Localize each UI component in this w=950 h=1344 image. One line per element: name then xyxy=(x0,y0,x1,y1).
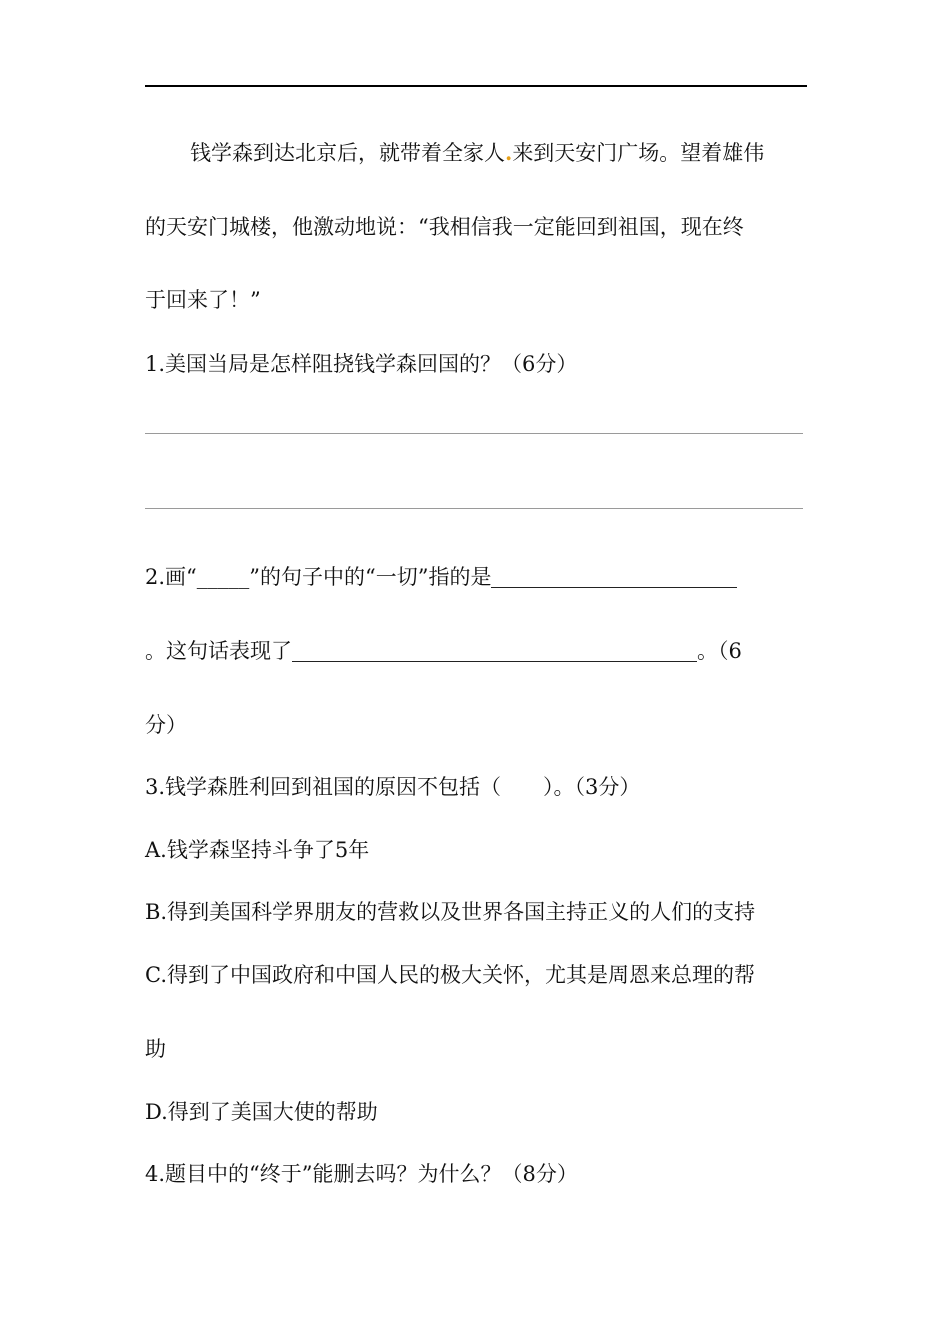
option-a: A.钱学森坚持斗争了5年 xyxy=(145,838,370,862)
question-1: 1.美国当局是怎样阻挠钱学森回国的？（6分） xyxy=(145,352,578,376)
question-2-score: 。（6 xyxy=(697,639,742,663)
option-b: B.得到美国科学界朋友的营救以及世界各国主持正义的人们的支持 xyxy=(145,900,756,924)
option-d: D.得到了美国大使的帮助 xyxy=(145,1100,378,1124)
question-2-line-1 xyxy=(145,563,737,591)
question-4: 4.题目中的“终于”能删去吗？为什么？（8分） xyxy=(145,1162,578,1186)
option-c-line-1: C.得到了中国政府和中国人民的极大关怀，尤其是周恩来总理的帮 xyxy=(145,963,755,987)
option-c-line-2: 助 xyxy=(145,1037,166,1061)
answer-blank-2[interactable] xyxy=(292,639,697,662)
emphasis-dot: . xyxy=(505,140,513,165)
answer-blank-1[interactable] xyxy=(491,565,737,588)
answer-line-2[interactable] xyxy=(145,508,803,509)
passage-line-1-end: 来到天安门广场。望着雄伟 xyxy=(512,141,765,165)
answer-line-1[interactable] xyxy=(145,433,803,434)
question-2-prompt-2: 。这句话表现了 xyxy=(145,639,292,663)
question-2-line-3: 分） xyxy=(145,713,187,737)
passage-line-1-start: 钱学森到达北京后，就带着全家人 xyxy=(190,141,505,165)
question-2-line-2 xyxy=(145,637,742,665)
passage-line-2: 的天安门城楼，他激动地说：“我相信我一定能回到祖国，现在终 xyxy=(145,215,744,239)
question-2-prompt: 2.画“_____”的句子中的“一切”指的是 xyxy=(145,565,492,589)
passage-line-1 xyxy=(190,139,764,167)
header-rule xyxy=(145,85,807,87)
passage-line-3: 于回来了！” xyxy=(145,288,261,312)
question-3: 3.钱学森胜利回到祖国的原因不包括（ ）。（3分） xyxy=(145,775,641,799)
